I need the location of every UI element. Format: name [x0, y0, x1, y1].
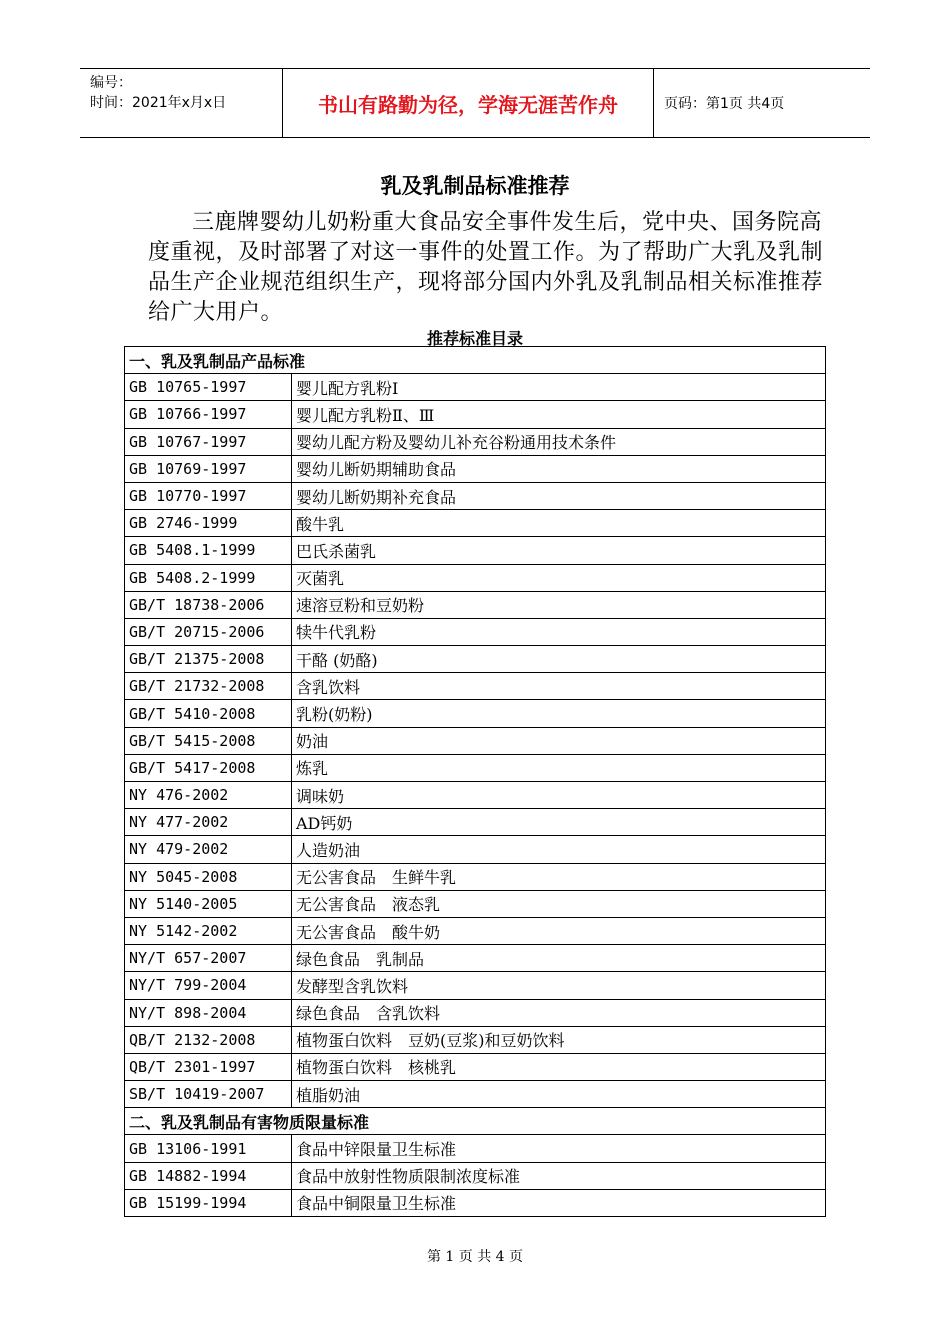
standard-code: GB 10769-1997	[125, 455, 292, 482]
standard-name: 绿色食品 含乳饮料	[292, 999, 826, 1026]
standard-code: GB/T 20715-2006	[125, 618, 292, 645]
standard-name: 奶油	[292, 727, 826, 754]
standard-name: 调味奶	[292, 782, 826, 809]
standard-code: GB 5408.2-1999	[125, 564, 292, 591]
table-row	[125, 455, 826, 482]
standard-code: GB/T 21375-2008	[125, 646, 292, 673]
standard-code: QB/T 2301-1997	[125, 1053, 292, 1080]
table-row	[125, 890, 826, 917]
table-row	[125, 1026, 826, 1053]
standard-code: NY 479-2002	[125, 836, 292, 863]
table-row	[125, 510, 826, 537]
standard-name: 巴氏杀菌乳	[292, 537, 826, 564]
standard-name: 乳粉(奶粉)	[292, 700, 826, 727]
document-title: 乳及乳制品标准推荐	[380, 173, 570, 198]
standard-code: GB/T 5410-2008	[125, 700, 292, 727]
page-footer: 第 1 页 共 4 页	[426, 1249, 524, 1265]
document-number: 编号：	[90, 75, 132, 91]
standard-code: GB 14882-1994	[125, 1162, 292, 1189]
standard-code: QB/T 2132-2008	[125, 1026, 292, 1053]
table-row	[125, 564, 826, 591]
standard-name: 炼乳	[292, 754, 826, 781]
table-row	[125, 401, 826, 428]
standard-code: GB 10770-1997	[125, 482, 292, 509]
standard-code: GB 13106-1991	[125, 1135, 292, 1162]
standard-code: GB 10765-1997	[125, 374, 292, 401]
header-motto: 书山有路勤为径，学海无涯苦作舟	[318, 92, 618, 117]
standard-name: 食品中铜限量卫生标准	[292, 1189, 826, 1216]
catalog-title: 推荐标准目录	[426, 329, 523, 348]
table-row	[125, 374, 826, 401]
standard-code: NY/T 898-2004	[125, 999, 292, 1026]
table-row	[125, 700, 826, 727]
standard-name: 人造奶油	[292, 836, 826, 863]
standard-name: 无公害食品 生鲜牛乳	[292, 863, 826, 890]
standard-name: 速溶豆粉和豆奶粉	[292, 591, 826, 618]
intro-paragraph: 三鹿牌婴幼儿奶粉重大食品安全事件发生后，党中央、国务院高度重视，及时部署了对这一事件的处置工作。为了帮助广大乳及乳制品生产企业规范组织生产，现将部分国内外乳及乳制品相关标准推荐给广大用户。	[148, 210, 824, 325]
standard-code: GB/T 18738-2006	[125, 591, 292, 618]
standard-name: 婴儿配方乳粉Ⅰ	[292, 374, 826, 401]
standard-code: NY 5142-2002	[125, 917, 292, 944]
standard-name: 无公害食品 液态乳	[292, 890, 826, 917]
standard-code: GB 2746-1999	[125, 510, 292, 537]
standard-name: 婴儿配方乳粉Ⅱ、Ⅲ	[292, 401, 826, 428]
standard-name: 婴幼儿断奶期辅助食品	[292, 455, 826, 482]
section-heading: 二、乳及乳制品有害物质限量标准	[125, 1108, 826, 1135]
page-header	[80, 68, 870, 138]
standard-code: NY 5140-2005	[125, 890, 292, 917]
table-row	[125, 646, 826, 673]
standard-code: GB/T 5415-2008	[125, 727, 292, 754]
table-row	[125, 863, 826, 890]
standard-code: GB/T 21732-2008	[125, 673, 292, 700]
standard-code: NY 477-2002	[125, 809, 292, 836]
standard-name: 灭菌乳	[292, 564, 826, 591]
section-heading: 一、乳及乳制品产品标准	[125, 347, 826, 374]
standard-name: 植脂奶油	[292, 1081, 826, 1108]
header-meta	[90, 73, 290, 113]
standard-name: 发酵型含乳饮料	[292, 972, 826, 999]
standard-name: 含乳饮料	[292, 673, 826, 700]
standard-code: GB 10766-1997	[125, 401, 292, 428]
standards-table	[124, 346, 826, 1217]
standard-code: SB/T 10419-2007	[125, 1081, 292, 1108]
section-header-row	[125, 1108, 826, 1135]
standard-name: 婴幼儿配方粉及婴幼儿补充谷粉通用技术条件	[292, 428, 826, 455]
table-row	[125, 537, 826, 564]
table-row	[125, 836, 826, 863]
standard-name: 植物蛋白饮料 豆奶(豆浆)和豆奶饮料	[292, 1026, 826, 1053]
table-row	[125, 1053, 826, 1080]
table-row	[125, 782, 826, 809]
header-divider	[653, 69, 654, 137]
table-row	[125, 999, 826, 1026]
standard-code: GB 10767-1997	[125, 428, 292, 455]
table-row	[125, 428, 826, 455]
standard-name: 植物蛋白饮料 核桃乳	[292, 1053, 826, 1080]
header-page-info: 页码：第1页 共4页	[664, 96, 785, 112]
standard-name: AD钙奶	[292, 809, 826, 836]
standard-code: NY/T 799-2004	[125, 972, 292, 999]
table-row	[125, 917, 826, 944]
table-row	[125, 945, 826, 972]
document-date: 时间：2021年x月x日	[90, 95, 227, 111]
standard-name: 食品中放射性物质限制浓度标准	[292, 1162, 826, 1189]
standard-code: NY/T 657-2007	[125, 945, 292, 972]
table-row	[125, 1189, 826, 1216]
table-row	[125, 754, 826, 781]
table-row	[125, 673, 826, 700]
table-row	[125, 482, 826, 509]
standard-name: 食品中锌限量卫生标准	[292, 1135, 826, 1162]
standard-name: 酸牛乳	[292, 510, 826, 537]
table-row	[125, 1081, 826, 1108]
standard-name: 绿色食品 乳制品	[292, 945, 826, 972]
standard-code: NY 476-2002	[125, 782, 292, 809]
table-row	[125, 809, 826, 836]
table-row	[125, 618, 826, 645]
standard-name: 犊牛代乳粉	[292, 618, 826, 645]
standard-name: 干酪 (奶酪)	[292, 646, 826, 673]
section-header-row	[125, 347, 826, 374]
table-row	[125, 591, 826, 618]
standard-code: GB 5408.1-1999	[125, 537, 292, 564]
table-row	[125, 972, 826, 999]
standard-code: NY 5045-2008	[125, 863, 292, 890]
standard-code: GB 15199-1994	[125, 1189, 292, 1216]
table-row	[125, 727, 826, 754]
standard-name: 无公害食品 酸牛奶	[292, 917, 826, 944]
standard-name: 婴幼儿断奶期补充食品	[292, 482, 826, 509]
table-row	[125, 1135, 826, 1162]
standard-code: GB/T 5417-2008	[125, 754, 292, 781]
table-row	[125, 1162, 826, 1189]
